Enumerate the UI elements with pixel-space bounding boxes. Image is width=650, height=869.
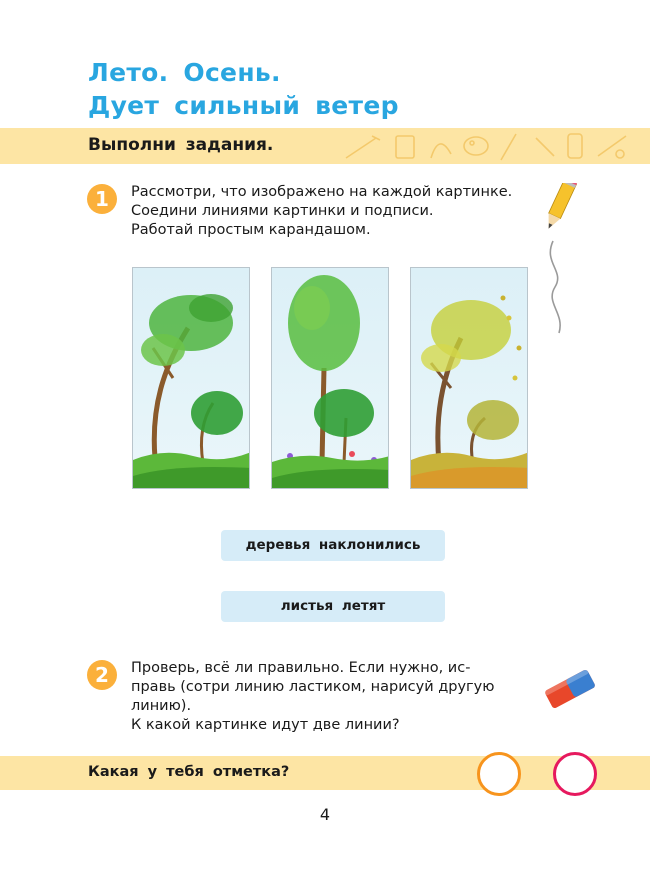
picture-summer-wind[interactable] bbox=[132, 267, 250, 489]
eraser-icon bbox=[540, 665, 600, 713]
task-1-line: Соедини линиями картинки и подписи. bbox=[131, 203, 434, 219]
task-1-number-badge: 1 bbox=[87, 184, 117, 214]
tasks-header-label: Выполни задания. bbox=[88, 135, 274, 155]
page-title bbox=[88, 56, 399, 122]
task-2-line: Проверь, всё ли правильно. Если нужно, ис- bbox=[131, 660, 471, 676]
caption-trees-bent[interactable]: деревья наклонились bbox=[221, 530, 445, 561]
task-2-instructions bbox=[131, 659, 494, 735]
task-2-number-badge: 2 bbox=[87, 660, 117, 690]
task-1-line: Рассмотри, что изображено на каждой картинке. bbox=[131, 184, 513, 200]
pencil-icon bbox=[535, 183, 585, 343]
caption-leaves-flying[interactable]: листья летят bbox=[221, 591, 445, 622]
grade-circle-orange[interactable] bbox=[477, 752, 521, 796]
task-2-line: линию). bbox=[131, 698, 192, 714]
title-line-1: Лето. Осень. bbox=[88, 58, 281, 87]
picture-autumn-wind[interactable] bbox=[410, 267, 528, 489]
grade-question-label: Какая у тебя отметка? bbox=[88, 764, 290, 780]
page-number: 4 bbox=[319, 805, 331, 824]
art-supplies-doodle-icon bbox=[336, 128, 636, 164]
tasks-header-band bbox=[0, 128, 650, 164]
picture-summer-calm[interactable] bbox=[271, 267, 389, 489]
task-1-instructions bbox=[131, 183, 512, 240]
task-2-line: правь (сотри линию ластиком, нарисуй другую bbox=[131, 679, 495, 695]
task-2-line: К какой картинке идут две линии? bbox=[131, 717, 400, 733]
task-1-line: Работай простым карандашом. bbox=[131, 222, 371, 238]
title-line-2: Дует сильный ветер bbox=[88, 91, 399, 120]
grade-circle-pink[interactable] bbox=[553, 752, 597, 796]
